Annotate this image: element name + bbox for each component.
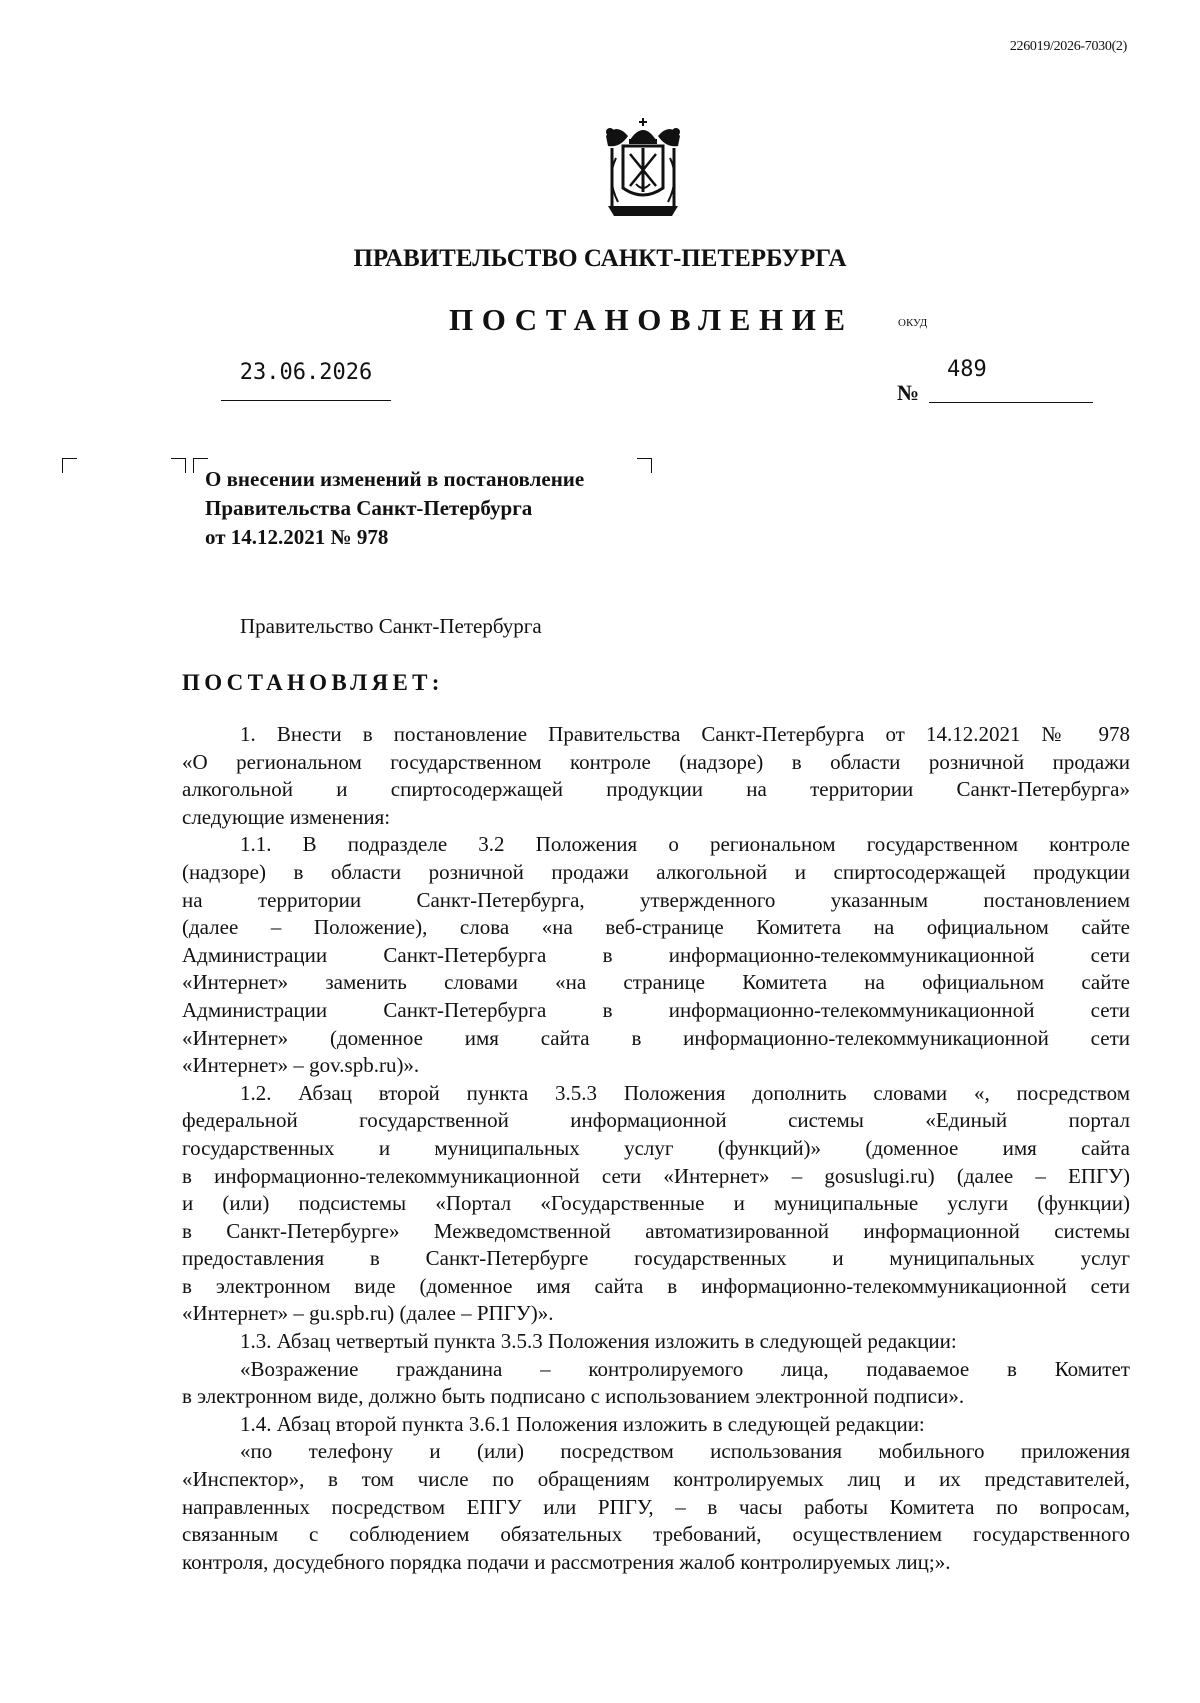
paragraph-1-3-quote [182, 1356, 1130, 1411]
text-line: «Инспектор», в том числе по обращениям контролируемых лиц и их представителей, [182, 1467, 1130, 1492]
spb-coat-of-arms-icon [598, 118, 688, 220]
document-date: 23.06.2026 [239, 360, 373, 385]
document-number: 489 [947, 357, 987, 382]
issuing-body: Правительство Санкт-Петербурга [240, 614, 542, 638]
paragraph-1-2 [182, 1080, 1130, 1328]
subject-line: О внесении изменений в постановление [205, 467, 585, 491]
number-underline [929, 402, 1093, 403]
text-line: в электронном виде, должно быть подписано с использованием электронной подписи». [182, 1384, 965, 1409]
corner-mark-subject-top-right [637, 458, 652, 473]
text-line: «Возражение гражданина – контролируемого лица, подаваемое в Комитет [240, 1356, 1130, 1381]
number-sign: № [897, 380, 920, 405]
text-line: предоставления в Санкт-Петербурге государственных и муниципальных услуг [182, 1246, 1130, 1271]
document-registration-number: 226019/2026-7030(2) [1009, 39, 1127, 54]
text-line: «по телефону и (или) посредством использования мобильного приложения [240, 1439, 1130, 1464]
text-line: 1.4. Абзац второй пункта 3.6.1 Положения изложить в следующей редакции: [240, 1411, 925, 1436]
text-line: в электронном виде (доменное имя сайта в информационно-телекоммуникационной сети [182, 1273, 1130, 1298]
text-line: 1. Внести в постановление Правительства Санкт-Петербурга от 14.12.2021 № 978 [240, 722, 1130, 746]
paragraph-1-1 [182, 831, 1130, 1079]
paragraph-1-4 [182, 1411, 1130, 1439]
text-line: «Интернет» (доменное имя сайта в информационно-телекоммуникационной сети [182, 1025, 1130, 1050]
text-line: Администрации Санкт-Петербурга в информационно-телекоммуникационной сети [182, 942, 1130, 967]
text-line: связанным с соблюдением обязательных требований, осуществлением государственного [182, 1522, 1130, 1547]
text-line: «О региональном государственном контроле (надзоре) в области розничной продажи [182, 749, 1130, 774]
text-line: «Интернет» заменить словами «на странице Комитета на официальном сайте [182, 970, 1130, 995]
text-line: и (или) подсистемы «Портал «Государственные и муниципальные услуги (функции) [182, 1191, 1130, 1216]
text-line: в Санкт-Петербурге» Межведомственной автоматизированной информационной системы [182, 1218, 1130, 1243]
paragraph-1-4-quote [182, 1438, 1130, 1576]
text-line: контроля, досудебного порядка подачи и рассмотрения жалоб контролируемых лиц;». [182, 1549, 951, 1574]
text-line: направленных посредством ЕПГУ или РПГУ, – в часы работы Комитета по вопросам, [182, 1494, 1130, 1519]
text-line: «Интернет» – gu.spb.ru) (далее – РПГУ)». [182, 1301, 554, 1326]
government-name: ПРАВИТЕЛЬСТВО САНКТ-ПЕТЕРБУРГА [353, 245, 847, 272]
text-line: Администрации Санкт-Петербурга в информационно-телекоммуникационной сети [182, 997, 1130, 1022]
text-line: 1.3. Абзац четвертый пункта 3.5.3 Положения изложить в следующей редакции: [240, 1329, 957, 1354]
subject-line: от 14.12.2021 № 978 [205, 525, 389, 549]
document-body [182, 721, 1130, 1576]
text-line: следующие изменения: [182, 804, 391, 829]
text-line: алкогольной и спиртосодержащей продукции на территории Санкт-Петербурга» [182, 777, 1130, 802]
text-line: (далее – Положение), слова «на веб-странице Комитета на официальном сайте [182, 915, 1130, 940]
text-line: 1.1. В подразделе 3.2 Положения о региональном государственном контроле [240, 832, 1130, 857]
paragraph-1-3 [182, 1328, 1130, 1356]
corner-mark-subject-top-right-a [171, 458, 186, 473]
subject-heading [205, 465, 584, 552]
text-line: на территории Санкт-Петербурга, утвержденного указанным постановлением [182, 887, 1130, 912]
text-line: государственных и муниципальных услуг (функций)» (доменное имя сайта [182, 1135, 1130, 1160]
text-line: «Интернет» – gov.spb.ru)». [182, 1053, 420, 1078]
document-type-title: ПОСТАНОВЛЕНИЕ [449, 302, 854, 337]
paragraph-1 [182, 721, 1130, 831]
text-line: федеральной государственной информационной системы «Единый портал [182, 1108, 1130, 1133]
date-underline [221, 400, 391, 401]
subject-line: Правительства Санкт-Петербурга [205, 496, 533, 520]
okud-label: ОКУД [898, 317, 928, 329]
text-line: в информационно-телекоммуникационной сети «Интернет» – gosuslugi.ru) (далее – ЕПГУ) [182, 1163, 1130, 1188]
text-line: 1.2. Абзац второй пункта 3.5.3 Положения дополнить словами «, посредством [240, 1080, 1130, 1105]
corner-mark-left [62, 458, 77, 473]
decree-word: ПОСТАНОВЛЯЕТ: [182, 670, 444, 695]
text-line: (надзоре) в области розничной продажи алкогольной и спиртосодержащей продукции [182, 859, 1130, 884]
